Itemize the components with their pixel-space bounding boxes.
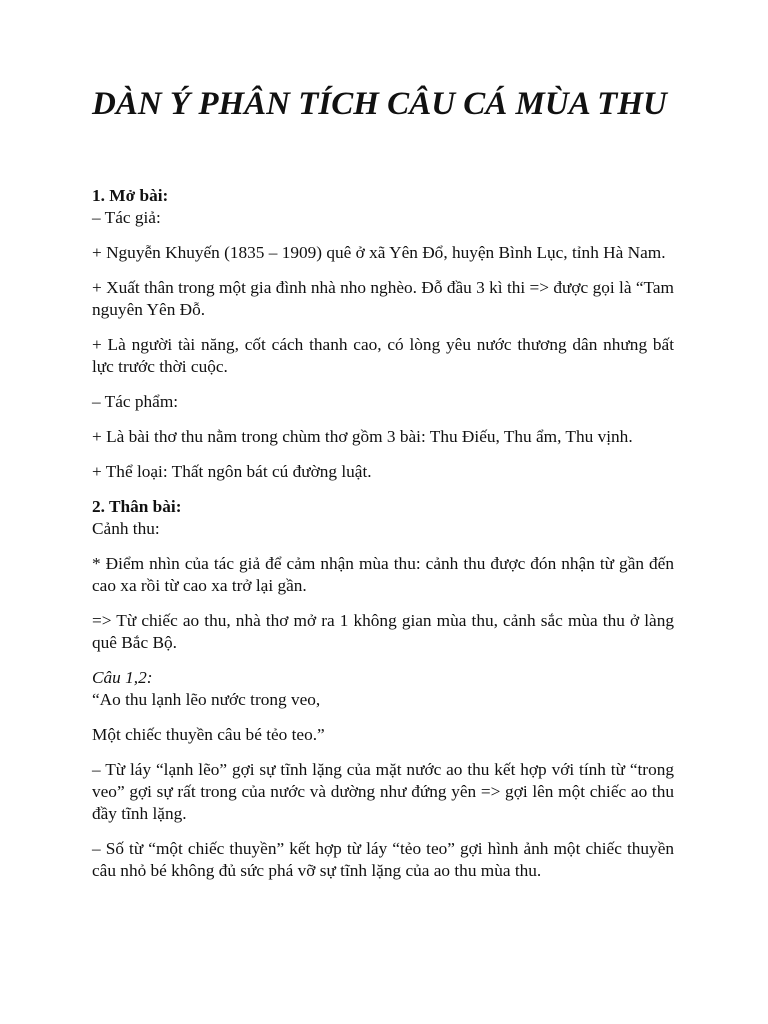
section-heading-intro: 1. Mở bài: <box>92 186 169 205</box>
document-body <box>92 185 674 882</box>
analysis-paragraph: – Số từ “một chiếc thuyền” kết hợp từ láy “tẻo teo” gợi hình ảnh một chiếc thuyền câu nhỏ bé không đủ sức phá vỡ sự tĩnh lặng của ao thu mùa thu. <box>92 839 674 880</box>
work-point: + Thể loại: Thất ngôn bát cú đường luật. <box>92 462 372 481</box>
viewpoint-paragraph: * Điểm nhìn của tác giả để cảm nhận mùa thu: cảnh thu được đón nhận từ gần đến cao xa rồi từ cao xa trở lại gần. <box>92 554 674 595</box>
verse-line: Một chiếc thuyền câu bé tẻo teo.” <box>92 725 325 744</box>
section-heading-body: 2. Thân bài: <box>92 497 182 516</box>
verse-line: “Ao thu lạnh lẽo nước trong veo, <box>92 690 321 709</box>
work-point: + Là bài thơ thu nằm trong chùm thơ gồm 3 bài: Thu Điếu, Thu ẩm, Thu vịnh. <box>92 427 633 446</box>
verse-label: Câu 1,2: <box>92 668 153 687</box>
scene-label: Cảnh thu: <box>92 519 160 538</box>
author-point: + Là người tài năng, cốt cách thanh cao, có lòng yêu nước thương dân nhưng bất lực trước thời cuộc. <box>92 335 674 376</box>
author-point: + Nguyễn Khuyến (1835 – 1909) quê ở xã Yên Đổ, huyện Bình Lục, tỉnh Hà Nam. <box>92 243 666 262</box>
author-label: – Tác giả: <box>92 208 161 227</box>
author-point: + Xuất thân trong một gia đình nhà nho nghèo. Đỗ đầu 3 kì thi => được gọi là “Tam nguyên Yên Đỗ. <box>92 278 674 319</box>
work-label: – Tác phẩm: <box>92 392 179 411</box>
page-title: DÀN Ý PHÂN TÍCH CÂU CÁ MÙA THU <box>92 86 667 122</box>
conclusion-paragraph: => Từ chiếc ao thu, nhà thơ mở ra 1 không gian mùa thu, cảnh sắc mùa thu ở làng quê Bắc Bộ. <box>92 611 674 652</box>
analysis-paragraph: – Từ láy “lạnh lẽo” gợi sự tĩnh lặng của mặt nước ao thu kết hợp với tính từ “trong veo” gợi sự rất trong của nước và dường như đứng yên => gợi lên một chiếc ao thu đầy tĩnh lặng. <box>92 760 674 823</box>
